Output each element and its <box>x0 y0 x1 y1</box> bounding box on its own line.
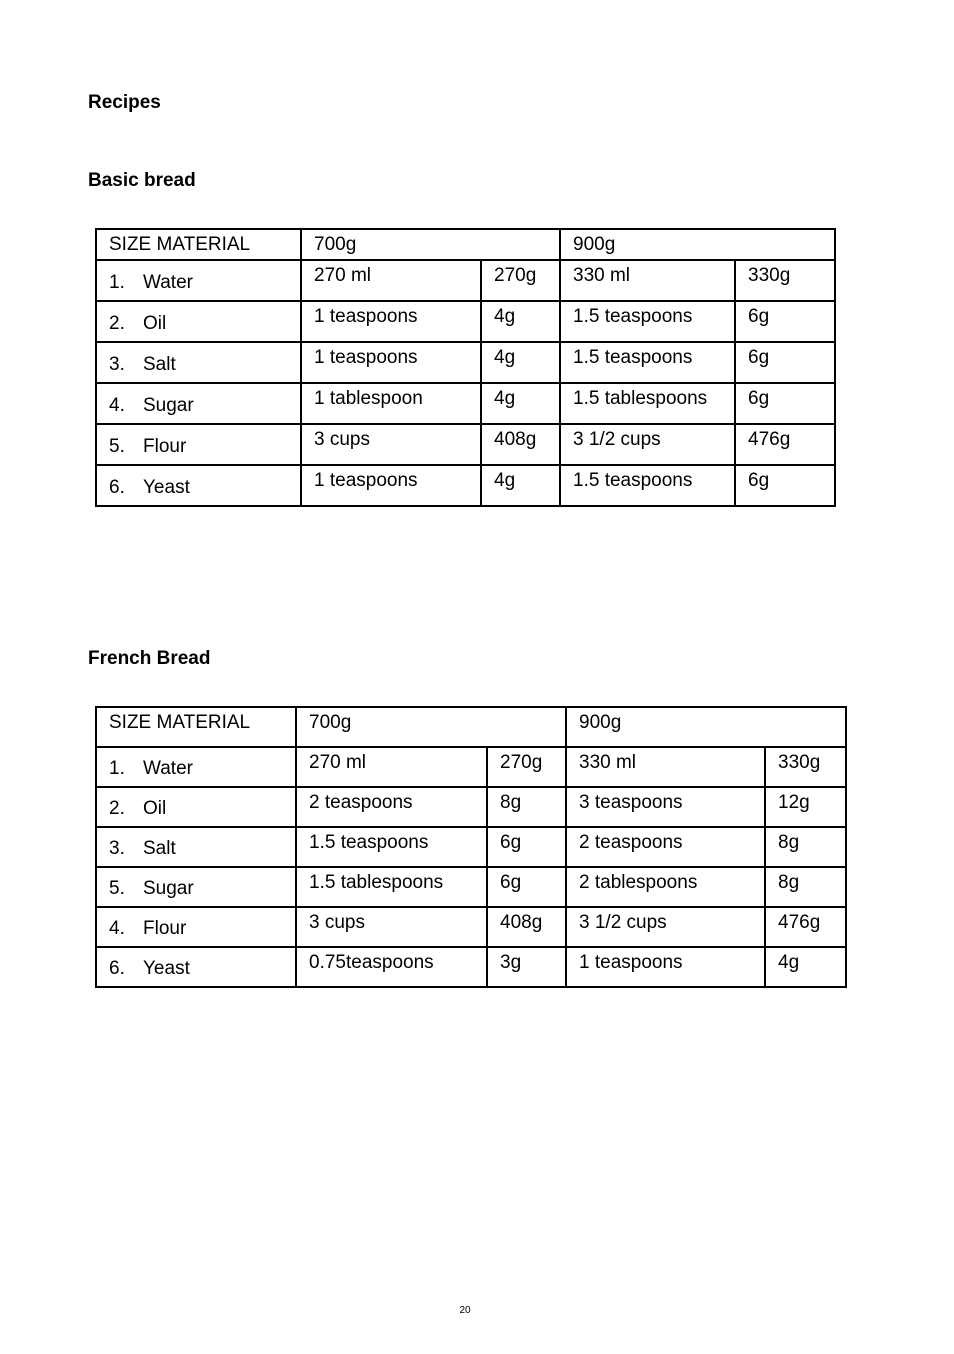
weight-700g: 4g <box>481 383 560 424</box>
ingredient-number: 6. <box>109 476 125 498</box>
ingredient-label: Sugar <box>143 878 194 899</box>
weight-900g: 476g <box>765 907 846 947</box>
weight-700g: 4g <box>481 301 560 342</box>
table-row <box>96 465 835 506</box>
measure-900g: 2 tablespoons <box>566 867 765 907</box>
ingredient-name <box>96 947 296 987</box>
measure-700g: 1.5 teaspoons <box>296 827 487 867</box>
ingredient-number: 2. <box>109 798 125 819</box>
ingredient-label: Yeast <box>143 958 190 979</box>
ingredient-number: 2. <box>109 312 125 334</box>
weight-700g: 270g <box>481 260 560 301</box>
weight-900g: 6g <box>735 383 835 424</box>
table-row <box>96 424 835 465</box>
ingredient-name <box>96 465 301 506</box>
ingredient-number: 4. <box>109 394 125 416</box>
ingredient-name <box>96 301 301 342</box>
weight-900g: 476g <box>735 424 835 465</box>
weight-700g: 6g <box>487 867 566 907</box>
ingredient-label: Oil <box>143 312 167 334</box>
measure-900g: 1.5 teaspoons <box>560 301 735 342</box>
table-row <box>96 947 846 987</box>
ingredient-label: Salt <box>143 353 176 375</box>
ingredient-number: 3. <box>109 838 125 859</box>
measure-900g: 1.5 teaspoons <box>560 342 735 383</box>
measure-900g: 3 1/2 cups <box>566 907 765 947</box>
ingredient-label: Oil <box>143 798 167 819</box>
ingredient-name <box>96 260 301 301</box>
measure-900g: 1 teaspoons <box>566 947 765 987</box>
size-700g-header: 700g <box>301 229 560 260</box>
french-bread-heading: French Bread <box>88 648 211 669</box>
table-row <box>96 383 835 424</box>
ingredient-name <box>96 867 296 907</box>
weight-700g: 4g <box>481 342 560 383</box>
weight-700g: 8g <box>487 787 566 827</box>
ingredient-name <box>96 747 296 787</box>
measure-700g: 1 teaspoons <box>301 342 481 383</box>
table-header-row <box>96 229 835 260</box>
weight-900g: 6g <box>735 465 835 506</box>
ingredient-name <box>96 342 301 383</box>
size-material-label: SIZE MATERIAL <box>96 707 296 747</box>
weight-900g: 6g <box>735 301 835 342</box>
table-row <box>96 260 835 301</box>
ingredient-label: Salt <box>143 838 176 859</box>
ingredient-label: Flour <box>143 918 187 939</box>
measure-700g: 1 teaspoons <box>301 301 481 342</box>
weight-700g: 3g <box>487 947 566 987</box>
table-header-row <box>96 707 846 747</box>
size-material-label: SIZE MATERIAL <box>96 229 301 260</box>
page-number: 20 <box>459 1305 471 1316</box>
table-row <box>96 342 835 383</box>
weight-700g: 408g <box>487 907 566 947</box>
ingredient-name <box>96 827 296 867</box>
weight-900g: 330g <box>765 747 846 787</box>
weight-900g: 8g <box>765 867 846 907</box>
ingredient-number: 3. <box>109 353 125 375</box>
ingredient-name <box>96 787 296 827</box>
ingredient-label: Water <box>143 758 193 779</box>
measure-900g: 3 teaspoons <box>566 787 765 827</box>
measure-700g: 2 teaspoons <box>296 787 487 827</box>
weight-700g: 408g <box>481 424 560 465</box>
measure-900g: 1.5 teaspoons <box>560 465 735 506</box>
measure-700g: 1 teaspoons <box>301 465 481 506</box>
basic-bread-table <box>95 228 836 507</box>
table-row <box>96 827 846 867</box>
weight-700g: 6g <box>487 827 566 867</box>
weight-700g: 4g <box>481 465 560 506</box>
table-row <box>96 867 846 907</box>
basic-bread-heading: Basic bread <box>88 170 196 191</box>
table-row <box>96 301 835 342</box>
ingredient-label: Flour <box>143 435 187 457</box>
table-row <box>96 747 846 787</box>
weight-900g: 6g <box>735 342 835 383</box>
ingredient-name <box>96 383 301 424</box>
measure-700g: 3 cups <box>301 424 481 465</box>
measure-700g: 3 cups <box>296 907 487 947</box>
table-row <box>96 787 846 827</box>
weight-900g: 330g <box>735 260 835 301</box>
weight-900g: 8g <box>765 827 846 867</box>
ingredient-number: 4. <box>109 918 125 939</box>
measure-700g: 1.5 tablespoons <box>296 867 487 907</box>
size-700g-header: 700g <box>296 707 566 747</box>
ingredient-label: Yeast <box>143 476 190 498</box>
measure-900g: 1.5 tablespoons <box>560 383 735 424</box>
measure-700g: 1 tablespoon <box>301 383 481 424</box>
ingredient-number: 5. <box>109 878 125 899</box>
ingredient-number: 6. <box>109 958 125 979</box>
measure-700g: 270 ml <box>296 747 487 787</box>
measure-900g: 3 1/2 cups <box>560 424 735 465</box>
measure-700g: 0.75teaspoons <box>296 947 487 987</box>
ingredient-label: Sugar <box>143 394 194 416</box>
page-title: Recipes <box>88 92 161 113</box>
ingredient-label: Water <box>143 271 193 293</box>
french-bread-table <box>95 706 847 988</box>
measure-900g: 330 ml <box>566 747 765 787</box>
ingredient-name <box>96 907 296 947</box>
weight-900g: 12g <box>765 787 846 827</box>
size-900g-header: 900g <box>560 229 835 260</box>
size-900g-header: 900g <box>566 707 846 747</box>
measure-900g: 330 ml <box>560 260 735 301</box>
measure-900g: 2 teaspoons <box>566 827 765 867</box>
measure-700g: 270 ml <box>301 260 481 301</box>
table-row <box>96 907 846 947</box>
ingredient-name <box>96 424 301 465</box>
weight-900g: 4g <box>765 947 846 987</box>
ingredient-number: 1. <box>109 758 125 779</box>
ingredient-number: 1. <box>109 271 125 293</box>
weight-700g: 270g <box>487 747 566 787</box>
ingredient-number: 5. <box>109 435 125 457</box>
